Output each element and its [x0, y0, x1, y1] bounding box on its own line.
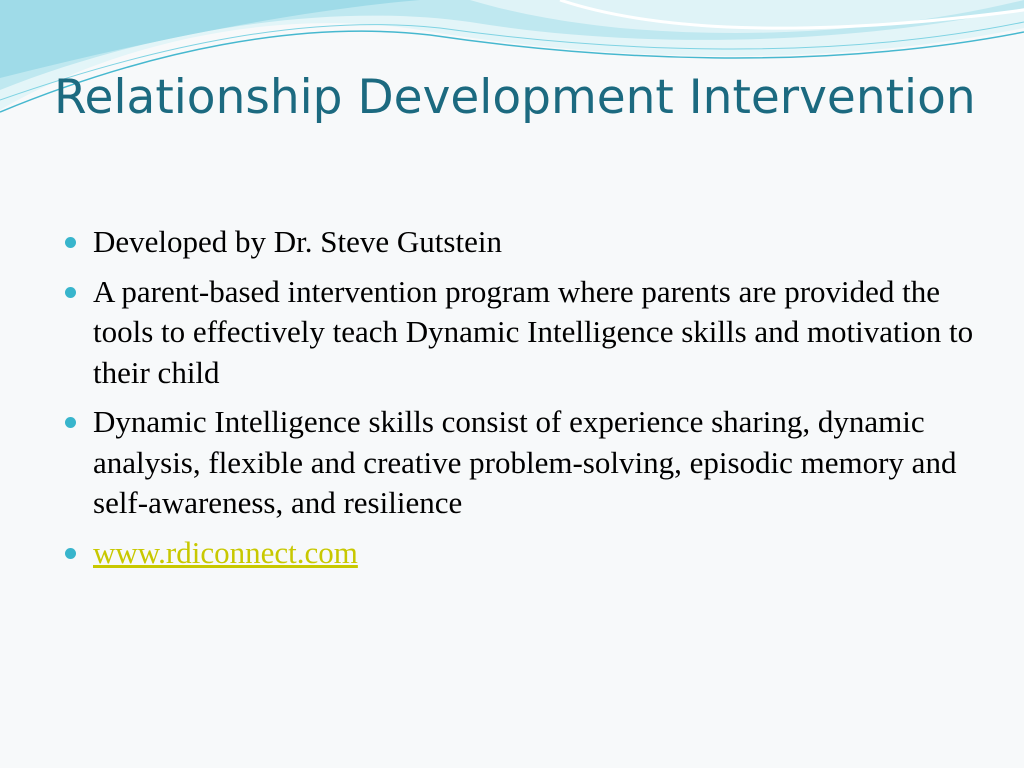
bullet-text: A parent-based intervention program where parents are provided the tools to effectively teach Dynamic Intelligence skills and motivation to their child — [93, 273, 974, 390]
list-item — [62, 533, 982, 574]
slide-title: Relationship Development Intervention — [54, 70, 976, 125]
list-item — [62, 402, 982, 524]
bullet-list — [62, 222, 982, 582]
bullet-dot-icon — [65, 548, 76, 559]
bullet-dot-icon — [65, 287, 76, 298]
website-link[interactable]: www.rdiconnect.com — [93, 534, 358, 570]
bullet-dot-icon — [65, 237, 76, 248]
list-item — [62, 272, 982, 394]
list-item — [62, 222, 982, 263]
bullet-dot-icon — [65, 417, 76, 428]
bullet-text: Developed by Dr. Steve Gutstein — [93, 224, 502, 259]
bullet-text: Dynamic Intelligence skills consist of experience sharing, dynamic analysis, flexible and creative problem-solving, episodic memory and self-awareness, and resilience — [93, 404, 957, 520]
